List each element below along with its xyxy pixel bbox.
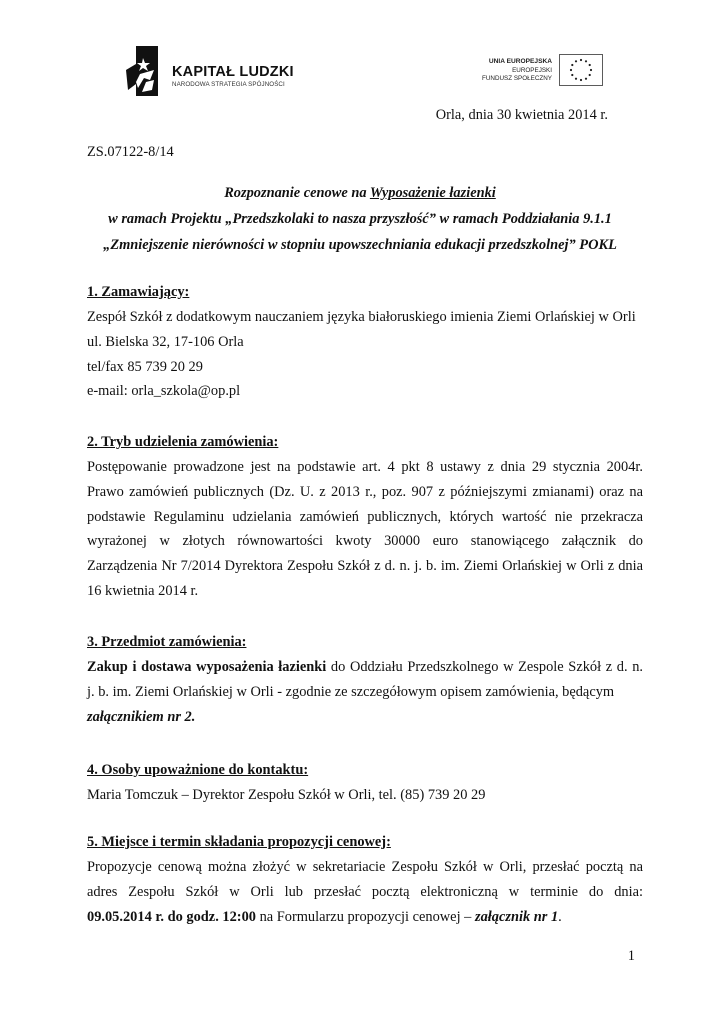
section-2-line: Zarządzenia Nr 7/2014 Dyrektora Zespołu Szkół z d. n. j. b. im. Ziemi Orlańskiej w Orli z dnia (87, 558, 643, 575)
period: . (558, 908, 562, 925)
subject-bold: Zakup i dostawa wyposażenia łazienki (87, 659, 327, 675)
section-4-heading: 4. Osoby upoważnione do kontaktu: (87, 762, 309, 778)
section-5-line3 (87, 905, 643, 930)
eu-logo-text (482, 58, 552, 84)
section-1-line: Zespół Szkół z dodatkowym nauczaniem języka białoruskiego imienia Ziemi Orlańskiej w Orli (87, 309, 636, 325)
eu-logo-line2: EUROPEJSKI (512, 66, 552, 74)
section-subject (87, 630, 643, 729)
reference-number: ZS.07122-8/14 (87, 144, 174, 160)
section-3-line2: j. b. im. Ziemi Orlańskiej w Orli - zgodnie ze szczegółowym opisem zamówienia, będącym (87, 683, 615, 700)
title-line2: w ramach Projektu „Przedszkolaki to nasza przyszłość” w ramach Poddziałania 9.1.1 (108, 211, 612, 227)
section-2-heading: 2. Tryb udzielenia zamówienia: (87, 434, 279, 450)
contact-line: Maria Tomczuk – Dyrektor Zespołu Szkół w Orli, tel. (85) 739 20 29 (87, 787, 486, 803)
form-text: na Formularzu propozycji cenowej – (255, 908, 475, 925)
kapital-ludzki-logo (124, 44, 324, 104)
title-line3: „Zmniejszenie nierówności w stopniu upowszechniania edukacji przedszkolnej” POKL (103, 237, 617, 253)
section-submission (87, 830, 643, 929)
section-3-line1 (87, 655, 643, 680)
eu-logo-line3: FUNDUSZ SPOŁECZNY (482, 75, 552, 83)
section-procurement-mode (87, 430, 643, 604)
deadline: 09.05.2014 r. do godz. 12:00 (87, 908, 256, 925)
title-prefix: Rozpoznanie cenowe na (224, 185, 370, 201)
section-1-line: e-mail: orla_szkola@op.pl (87, 383, 241, 400)
section-ordering-party (87, 280, 643, 404)
section-5-line2: adres Zespołu Szkół w Orli lub przesłać pocztą elektroniczną w terminie do dnia: (87, 883, 643, 900)
attachment-1-reference: załącznik nr 1 (474, 908, 559, 925)
eu-logo-line1: UNIA EUROPEJSKA (488, 58, 552, 65)
title-subject: Wyposażenie łazienki (369, 185, 496, 201)
kapital-ludzki-title: KAPITAŁ LUDZKI (172, 64, 294, 80)
kapital-ludzki-subtitle: NARODOWA STRATEGIA SPÓJNOŚCI (172, 81, 285, 88)
eu-social-fund-logo (470, 54, 610, 90)
title-line1 (60, 180, 660, 206)
section-2-line: wyrażonej w złotych równowartości kwoty 30000 euro stanowiącego załącznik do (87, 533, 643, 550)
attachment-2-reference: załącznikiem nr 2. (87, 708, 196, 725)
section-2-line: podstawie Regulaminu udzielania zamówień publicznych, których wartość nie przekracza (87, 508, 643, 525)
section-3-heading: 3. Przedmiot zamówienia: (87, 634, 247, 650)
eu-flag-icon (559, 54, 603, 86)
section-5-heading: 5. Miejsce i termin składania propozycji cenowej: (87, 834, 391, 850)
document-title (60, 180, 660, 258)
section-2-line-last: 16 kwietnia 2014 r. (87, 582, 199, 599)
section-2-line: Postępowanie prowadzone jest na podstawie art. 4 pkt 8 ustawy z dnia 29 stycznia 2004r. (87, 459, 643, 475)
section-contact-persons (87, 758, 643, 808)
section-2-line: Prawo zamówień publicznych (Dz. U. z 2013 r., poz. 907 z późniejszymi zmianami) oraz na (87, 483, 643, 500)
kapital-ludzki-emblem-icon (124, 44, 166, 102)
section-5-line1: Propozycje cenową można złożyć w sekretariacie Zespołu Szkół w Orli, przesłać pocztą na (87, 859, 643, 875)
document-date: Orla, dnia 30 kwietnia 2014 r. (435, 107, 608, 123)
page-number: 1 (627, 948, 635, 964)
section-1-line: tel/fax 85 739 20 29 (87, 358, 203, 375)
section-1-heading: 1. Zamawiający: (87, 284, 190, 300)
subject-rest: do Oddziału Przedszkolnego w Zespole Szkół z d. n. (326, 659, 643, 675)
section-1-line: ul. Bielska 32, 17-106 Orla (87, 333, 244, 350)
